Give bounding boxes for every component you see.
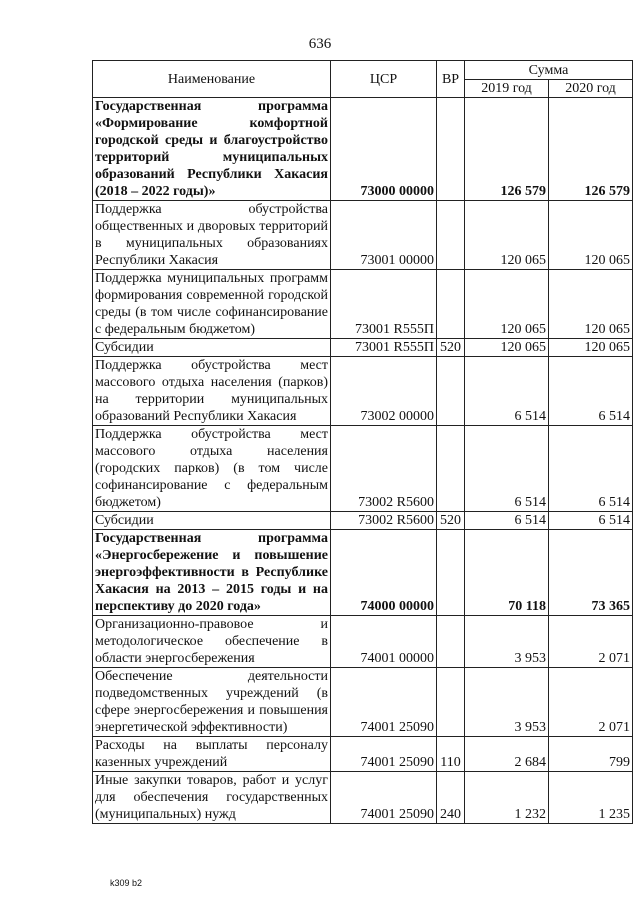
row-vr: 520 <box>437 339 465 357</box>
header-csr: ЦСР <box>331 61 437 98</box>
row-sum-2020: 1 235 <box>549 772 633 824</box>
table-row <box>93 357 633 426</box>
row-vr <box>437 357 465 426</box>
row-sum-2019: 2 684 <box>465 737 549 772</box>
row-name: Поддержка обустройства мест массового отдыха населения (парков) на территории муниципальных образований Республики Хакасия <box>93 357 331 426</box>
row-csr: 74001 25090 <box>331 737 437 772</box>
row-vr: 110 <box>437 737 465 772</box>
row-sum-2019: 120 065 <box>465 201 549 270</box>
row-sum-2020: 6 514 <box>549 512 633 530</box>
row-name: Субсидии <box>93 339 331 357</box>
row-name: Поддержка муниципальных программ формирования современной городской среды (в том числе софинансирование с федеральным бюджетом) <box>93 270 331 339</box>
row-sum-2020: 799 <box>549 737 633 772</box>
row-name: Поддержка обустройства общественных и дворовых территорий в муниципальных образованиях Республики Хакасия <box>93 201 331 270</box>
row-name: Субсидии <box>93 512 331 530</box>
row-sum-2019: 6 514 <box>465 426 549 512</box>
table-row <box>93 616 633 668</box>
header-sum: Сумма <box>465 61 633 80</box>
row-vr <box>437 426 465 512</box>
row-csr: 74001 25090 <box>331 772 437 824</box>
table-row <box>93 772 633 824</box>
row-sum-2020: 6 514 <box>549 426 633 512</box>
table-row <box>93 530 633 616</box>
row-csr: 73002 R5600 <box>331 512 437 530</box>
row-vr <box>437 98 465 201</box>
row-sum-2020: 6 514 <box>549 357 633 426</box>
row-sum-2020: 126 579 <box>549 98 633 201</box>
header-year-2020: 2020 год <box>549 80 633 98</box>
row-csr: 74001 00000 <box>331 616 437 668</box>
row-name: Государственная программа «Формирование комфортной городской среды и благоустройство территорий муниципальных образований Республики Хакасия (2018 – 2022 годы)» <box>93 98 331 201</box>
row-vr <box>437 616 465 668</box>
row-sum-2020: 2 071 <box>549 616 633 668</box>
header-name: Наименование <box>93 61 331 98</box>
row-name: Государственная программа «Энергосбережение и повышение энергоэффективности в Республике Хакасия на 2013 – 2015 годы и на перспективу до 2020 года» <box>93 530 331 616</box>
row-sum-2019: 3 953 <box>465 616 549 668</box>
row-vr <box>437 530 465 616</box>
row-sum-2019: 70 118 <box>465 530 549 616</box>
row-sum-2019: 126 579 <box>465 98 549 201</box>
row-sum-2020: 120 065 <box>549 339 633 357</box>
row-vr <box>437 270 465 339</box>
table-row <box>93 270 633 339</box>
table-row <box>93 339 633 357</box>
footer-code: k309 b2 <box>110 878 143 888</box>
row-sum-2020: 120 065 <box>549 270 633 339</box>
row-sum-2019: 3 953 <box>465 668 549 737</box>
table-row <box>93 737 633 772</box>
row-sum-2020: 73 365 <box>549 530 633 616</box>
row-sum-2019: 120 065 <box>465 270 549 339</box>
row-csr: 74001 25090 <box>331 668 437 737</box>
row-sum-2019: 120 065 <box>465 339 549 357</box>
row-sum-2019: 6 514 <box>465 512 549 530</box>
row-sum-2020: 2 071 <box>549 668 633 737</box>
row-csr: 73001 00000 <box>331 201 437 270</box>
row-name: Расходы на выплаты персоналу казенных учреждений <box>93 737 331 772</box>
table-row <box>93 668 633 737</box>
header-year-2019: 2019 год <box>465 80 549 98</box>
row-sum-2020: 120 065 <box>549 201 633 270</box>
row-sum-2019: 1 232 <box>465 772 549 824</box>
table-row <box>93 512 633 530</box>
table-row <box>93 98 633 201</box>
row-csr: 73000 00000 <box>331 98 437 201</box>
row-vr: 520 <box>437 512 465 530</box>
row-csr: 73002 R5600 <box>331 426 437 512</box>
row-csr: 73001 R555П <box>331 270 437 339</box>
row-csr: 74000 00000 <box>331 530 437 616</box>
row-sum-2019: 6 514 <box>465 357 549 426</box>
row-name: Поддержка обустройства мест массового отдыха населения (городских парков) (в том числе софинансирование с федеральным бюджетом) <box>93 426 331 512</box>
table-row <box>93 426 633 512</box>
row-csr: 73002 00000 <box>331 357 437 426</box>
row-vr: 240 <box>437 772 465 824</box>
header-vr: ВР <box>437 61 465 98</box>
row-name: Организационно-правовое и методологическое обеспечение в области энергосбережения <box>93 616 331 668</box>
row-csr: 73001 R555П <box>331 339 437 357</box>
row-name: Иные закупки товаров, работ и услуг для обеспечения государственных (муниципальных) нужд <box>93 772 331 824</box>
page-number: 636 <box>308 36 332 52</box>
budget-table <box>92 60 633 824</box>
table-body <box>93 98 633 824</box>
row-vr <box>437 201 465 270</box>
table-row <box>93 201 633 270</box>
row-vr <box>437 668 465 737</box>
row-name: Обеспечение деятельности подведомственных учреждений (в сфере энергосбережения и повышения энергетической эффективности) <box>93 668 331 737</box>
